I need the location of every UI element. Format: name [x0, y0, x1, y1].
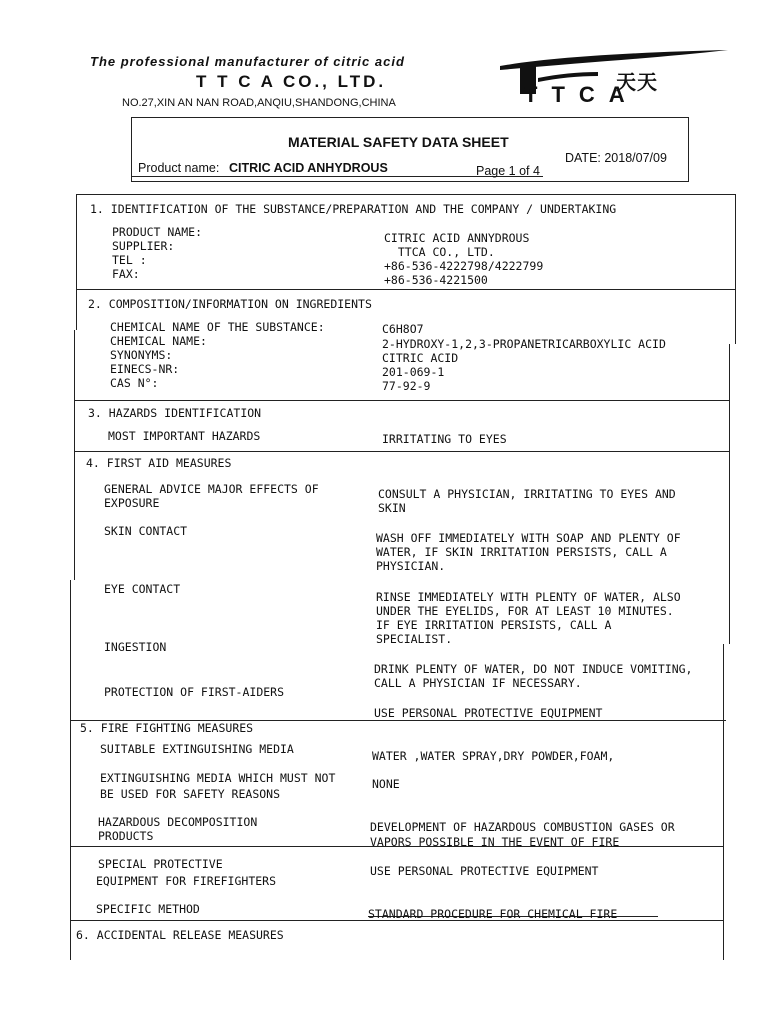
- s1-label-fax: FAX:: [112, 267, 140, 281]
- logo-word: TTCA: [524, 82, 639, 107]
- logo-cjk-text: 天天: [616, 70, 658, 94]
- section-2-heading: 2. COMPOSITION/INFORMATION ON INGREDIENTS: [88, 297, 372, 311]
- s4-label-skin: SKIN CONTACT: [104, 524, 188, 538]
- s4-value-eye-3: IF EYE IRRITATION PERSISTS, CALL A: [376, 618, 612, 632]
- s2-label-einecs: EINECS-NR:: [110, 362, 180, 376]
- s2-value-synonyms: CITRIC ACID: [382, 351, 459, 365]
- section-4-heading: 4. FIRST AID MEASURES: [86, 456, 232, 470]
- product-name-value: CITRIC ACID ANHYDROUS: [229, 161, 388, 175]
- s5-label-equip-1: SPECIAL PROTECTIVE: [98, 857, 223, 871]
- s5-label-equip-2: EQUIPMENT FOR FIREFIGHTERS: [96, 874, 277, 888]
- s4-value-eye-2: UNDER THE EYELIDS, FOR AT LEAST 10 MINUTES.: [376, 604, 674, 618]
- s4-value-protection: USE PERSONAL PROTECTIVE EQUIPMENT: [374, 706, 603, 720]
- s4-label-general-2: EXPOSURE: [104, 496, 160, 510]
- frame-right-border: [735, 194, 736, 344]
- s1-value-product: CITRIC ACID ANNYDROUS: [384, 231, 530, 245]
- s1-value-fax: +86-536-4221500: [384, 273, 488, 287]
- ttca-logo: [498, 48, 730, 112]
- s4-label-general-1: GENERAL ADVICE MAJOR EFFECTS OF: [104, 482, 319, 496]
- s5-value-equip: USE PERSONAL PROTECTIVE EQUIPMENT: [370, 864, 599, 878]
- s5-value-notused: NONE: [372, 777, 400, 791]
- s5-value-decomp-2: VAPORS POSSIBLE IN THE EVENT OF FIRE: [370, 835, 620, 849]
- section-6-heading: 6. ACCIDENTAL RELEASE MEASURES: [76, 928, 284, 942]
- s1-value-tel: +86-536-4222798/4222799: [384, 259, 544, 273]
- document-title: MATERIAL SAFETY DATA SHEET: [288, 134, 509, 150]
- s2-value-einecs: 201-069-1: [382, 365, 445, 379]
- section-3-heading: 3. HAZARDS IDENTIFICATION: [88, 406, 262, 420]
- s4-value-eye-1: RINSE IMMEDIATELY WITH PLENTY OF WATER, ALSO: [376, 590, 681, 604]
- s5-value-method: STANDARD PROCEDURE FOR CHEMICAL FIRE: [368, 907, 618, 921]
- s2-value-cas: 77-92-9: [382, 379, 431, 393]
- s2-label-synonyms: SYNONYMS:: [110, 348, 173, 362]
- s3-label-hazards: MOST IMPORTANT HAZARDS: [108, 429, 261, 443]
- company-name: T T C A CO., LTD.: [196, 72, 387, 91]
- divider-s2-s3: [74, 400, 730, 401]
- s4-value-ingestion-1: DRINK PLENTY OF WATER, DO NOT INDUCE VOMITING,: [374, 662, 693, 676]
- s5-label-media: SUITABLE EXTINGUISHING MEDIA: [100, 742, 294, 756]
- s4-value-eye-4: SPECIALIST.: [376, 632, 453, 646]
- divider-s3-s4: [74, 451, 730, 452]
- s5-label-notused-1: EXTINGUISHING MEDIA WHICH MUST NOT: [100, 771, 336, 785]
- s2-value-formula: C6H8O7: [382, 322, 424, 336]
- company-address: NO.27,XIN AN NAN ROAD,ANQIU,SHANDONG,CHINA: [122, 97, 396, 109]
- s4-value-skin-3: PHYSICIAN.: [376, 559, 446, 573]
- frame-left-border-3: [70, 580, 71, 960]
- s4-value-general-2: SKIN: [378, 501, 406, 515]
- frame-top-border: [76, 194, 736, 195]
- document-date: DATE: 2018/07/09: [565, 151, 667, 165]
- s1-label-product: PRODUCT NAME:: [112, 225, 203, 239]
- s5-label-decomp-2: PRODUCTS: [98, 829, 154, 843]
- s2-label-cas: CAS N°:: [110, 376, 159, 390]
- product-name-label: Product name:: [138, 161, 220, 175]
- frame-left-border-2: [74, 330, 75, 580]
- s4-label-ingestion: INGESTION: [104, 640, 167, 654]
- s1-label-supplier: SUPPLIER:: [112, 239, 175, 253]
- company-tagline: The professional manufacturer of citric acid: [90, 54, 405, 69]
- frame-left-border: [76, 194, 77, 330]
- s3-value-hazards: IRRITATING TO EYES: [382, 432, 507, 446]
- frame-right-border-3: [723, 644, 724, 960]
- section-1-heading: 1. IDENTIFICATION OF THE SUBSTANCE/PREPARATION AND THE COMPANY / UNDERTAKING: [90, 202, 617, 216]
- s2-label-chemname-substance: CHEMICAL NAME OF THE SUBSTANCE:: [110, 320, 325, 334]
- s4-value-general-1: CONSULT A PHYSICIAN, IRRITATING TO EYES AND: [378, 487, 676, 501]
- s4-value-skin-1: WASH OFF IMMEDIATELY WITH SOAP AND PLENTY OF: [376, 531, 681, 545]
- page-indicator: Page 1 of 4: [476, 164, 540, 178]
- s2-value-chemname: 2-HYDROXY-1,2,3-PROPANETRICARBOXYLIC ACID: [382, 337, 666, 351]
- s2-label-chemname: CHEMICAL NAME:: [110, 334, 207, 348]
- s5-value-decomp-1: DEVELOPMENT OF HAZARDOUS COMBUSTION GASES OR: [370, 820, 675, 834]
- s4-value-ingestion-2: CALL A PHYSICIAN IF NECESSARY.: [374, 676, 582, 690]
- s4-label-protection: PROTECTION OF FIRST-AIDERS: [104, 685, 285, 699]
- s5-label-decomp-1: HAZARDOUS DECOMPOSITION: [98, 815, 258, 829]
- s4-value-skin-2: WATER, IF SKIN IRRITATION PERSISTS, CALL A: [376, 545, 667, 559]
- s1-label-tel: TEL :: [112, 253, 147, 267]
- s5-label-notused-2: BE USED FOR SAFETY REASONS: [100, 787, 281, 801]
- s4-label-eye: EYE CONTACT: [104, 582, 181, 596]
- divider-s1-s2: [76, 289, 736, 290]
- s5-label-method: SPECIFIC METHOD: [96, 902, 200, 916]
- frame-right-border-2: [729, 344, 730, 644]
- s1-value-supplier: TTCA CO., LTD.: [384, 245, 495, 259]
- s5-value-media: WATER ,WATER SPRAY,DRY POWDER,FOAM,: [372, 749, 615, 763]
- section-5-heading: 5. FIRE FIGHTING MEASURES: [80, 721, 254, 735]
